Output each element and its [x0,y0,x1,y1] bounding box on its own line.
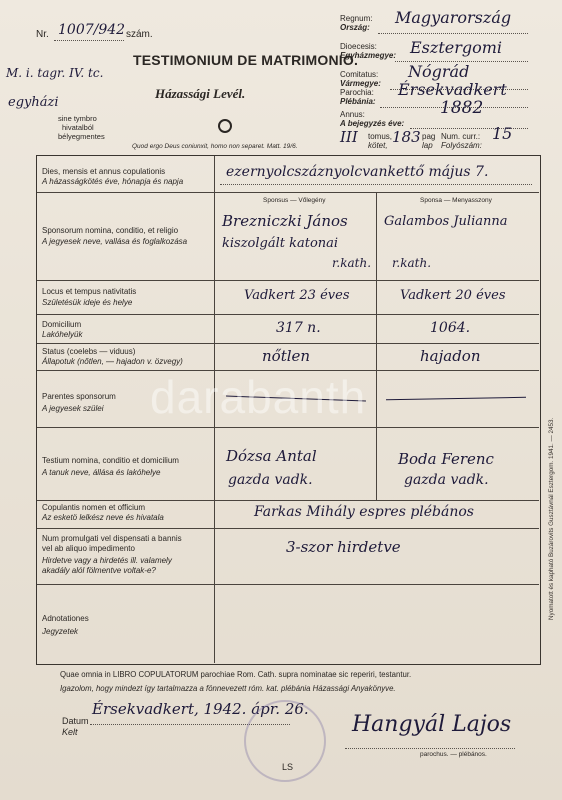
nr-label: Nr. [36,29,49,40]
parochia-value: Érsekvadkert [398,80,507,99]
sponsa-testis-2: gazda vadk. [404,472,489,488]
copulans-hu: Az esketö lelkész neve és hivatala [42,513,164,522]
sponsa-nomen-2: r.kath. [392,256,432,270]
pag-hu: lap [422,141,433,150]
annus-value: 1882 [440,98,484,118]
tomus-lat: tomus, [368,132,393,141]
dies-value: ezernyolcszáznyolcvankettő május 7. [226,164,489,180]
datum-label: Datum [62,716,89,726]
document-page: Nr. 1007/942 szám. TESTIMONIUM DE MATRIMONIO. Házassági Levél. Quod ergo Deus coniunxit, homo non separet. Matt. 19/6. M. i. tagr. IV. tc. egyházi sine tymbro hivatalból bélyegmentes Regnum: Ország: Magyarország Dioecesis: Egyházmegye: Esztergomi Comitatus: Vármegye: Nógrád Parochia: Plébánia: Érsekvadkert Annus: 1882 A bejegyzés éve: III tomus, kötet, 183 pag lap Num. curr.: Folyószám: 15 Dies, mensis et annus copulationis A házasságkötés éve, hónapja és napja ezernyolcszáznyolcvankettő május 7. Sponsus — Vőlegény Sponsa — Menyasszony Sponsorum nomina, conditio, et religio A jegyesek neve, vallása és foglalkozása Brezniczki János kiszolgált katonai r.kath. Galambos Julianna r.kath. Locus et tempus nativitatis Születésük ideje és helye Vadkert 23 éves Vadkert 20 éves Domicilium Lakóhelyük 317 n. 1064. Status (coelebs — viduus) Állapotuk (nőtlen, — hajadon v. özvegy) nőtlen hajadon Parentes sponsorum A jegyesek szülei Testium nomina, conditio et domicilium A tanuk neve, állása és lakóhelye Dózsa Antal gazda vadk. Boda Ferenc gazda vadk. Copulantis nomen et officium Az esketö lelkész neve és hivatala Farkas Mihály espres plébános Num promulgati vel dispensati a bannis vel ab aliquo impedimento Hirdetve vagy a hirdetés ill. valamely akadály alól fölmentve voltak-e? 3-szor hirdetve Adnotationes Jegyzetek Quae omnia in LIBRO COPULATORUM parochiae Rom. Cath. supra nominatae sic reperiri, testantur. Igazolom, hogy mindezt így tartalmazza a fönnevezett róm. kat. plébánia Házassági Anyakönyve. Datum Kelt Érsekvadkert, 1942. ápr. 26. LS Hangyál Lajos parochus. — plébános. Nyomatott és kapható Buzárovits Gusztávnál Esztergom. 1941. — 2453. darabanth [0,0,562,800]
dioecesis-value: Esztergomi [410,38,503,57]
signature: Hangyál Lajos [352,712,512,737]
pag-lat: pag [422,132,436,141]
bible-quote: Quod ergo Deus coniunxit, homo non separet. Matt. 19/6. [132,143,298,150]
sponsa-testis-1: Boda Ferenc [398,450,494,468]
datum-value: Érsekvadkert, 1942. ápr. 26. [92,700,309,718]
parochia-lat: Parochia: [340,88,374,97]
watermark: darabanth [150,371,367,423]
ring-symbol [218,119,232,133]
comitatus-hu: Vármegye: [340,79,381,88]
promulg-lat-1: Num promulgati vel dispensati a bannis [42,534,182,543]
sponsus-header: Sponsus — Vőlegény [263,197,326,204]
tomus-hu: kötet, [368,141,388,150]
num-value: 15 [492,124,513,143]
stamp-note-1: M. i. tagr. IV. tc. [6,66,104,80]
promulg-hu-1: Hirdetve vagy a hirdetés ill. valamely [42,556,172,565]
parochia-hu: Plébánia: [340,97,376,106]
num-lat: Num. curr.: [441,132,481,141]
copulans-lat: Copulantis nomen et officium [42,503,146,512]
sponsa-status: hajadon [420,347,481,365]
domicilium-hu: Lakóhelyük [42,330,83,339]
document-subtitle: Házassági Levél. [155,86,246,101]
bejegyzes-label: A bejegyzés éve: [340,119,405,128]
sponsa-header: Sponsa — Menyasszony [420,197,492,204]
comitatus-lat: Comitatus: [340,70,379,79]
parentes-hu: A jegyesek szülei [42,404,104,413]
sponsus-status: nőtlen [262,347,311,365]
sponsus-nomen-3: r.kath. [332,256,372,270]
szam-label: szám. [126,29,153,40]
dioecesis-lat: Dioecesis: [340,42,377,51]
sponsus-domicilium: 317 n. [276,320,321,336]
footer-line-1: Quae omnia in LIBRO COPULATORUM parochiae Rom. Cath. supra nominatae sic reperiri, testantur. [60,670,412,679]
sponsus-testis-1: Dózsa Antal [226,447,317,465]
sponsa-locus: Vadkert 20 éves [400,288,506,303]
sponsus-locus: Vadkert 23 éves [244,288,350,303]
promulg-value: 3-szor hirdetve [286,538,401,556]
domicilium-lat: Domicilium [42,320,82,329]
regnum-lat: Regnum: [340,14,373,23]
pag-value: 183 [392,128,421,146]
locus-hu: Születésük ideje és helye [42,298,133,307]
nomen-hu: A jegyesek neve, vallása és foglalkozása [42,237,188,246]
copulans-value: Farkas Mihály espres plébános [254,504,474,520]
adnot-lat: Adnotationes [42,614,89,623]
regnum-hu: Ország: [340,23,370,32]
regnum-value: Magyarország [395,8,512,27]
hivatalbol-2: bélyegmentes [58,132,105,141]
document-title: TESTIMONIUM DE MATRIMONIO. [133,52,359,68]
sponsus-nomen-1: Brezniczki János [222,212,348,230]
ls-label: LS [282,762,294,772]
testium-hu: A tanuk neve, állása és lakóhelye [42,468,161,477]
dioecesis-hu: Egyházmegye: [340,51,397,60]
locus-lat: Locus et tempus nativitatis [42,287,137,296]
nr-value: 1007/942 [58,22,126,38]
status-lat: Status (coelebs — viduus) [42,347,136,356]
tomus-value: III [340,128,358,146]
hivatalbol-1: hivatalból [62,123,94,132]
kelt-label: Kelt [62,727,78,737]
sponsus-nomen-2: kiszolgált katonai [222,236,339,251]
dies-lat: Dies, mensis et annus copulationis [42,167,166,176]
stamp-note-2: egyházi [8,95,59,110]
parentes-lat: Parentes sponsorum [42,392,116,401]
status-hu: Állapotuk (nőtlen, — hajadon v. özvegy) [42,357,183,366]
num-hu: Folyószám: [441,141,482,150]
sponsa-nomen-1: Galambos Julianna [384,214,508,229]
adnot-hu: Jegyzetek [42,627,79,636]
comitatus-value: Nógrád [408,62,470,81]
dies-hu: A házasságkötés éve, hónapja és napja [42,177,184,186]
promulg-hu-2: akadály alól fölmentve voltak-e? [42,566,156,575]
testium-lat: Testium nomina, conditio et domicilium [42,456,179,465]
sponsa-domicilium: 1064. [430,320,471,336]
parochus-label: parochus. — plébános. [420,751,487,758]
nomen-lat: Sponsorum nomina, conditio, et religio [42,226,179,235]
annus-lat: Annus: [340,110,365,119]
sine-tymbro: sine tymbro [58,114,97,123]
sponsus-testis-2: gazda vadk. [228,472,313,488]
promulg-lat-2: vel ab aliquo impedimento [42,544,135,553]
footer-line-2: Igazolom, hogy mindezt így tartalmazza a fönnevezett róm. kat. plébánia Házassági Anyakönyve. [60,684,396,693]
